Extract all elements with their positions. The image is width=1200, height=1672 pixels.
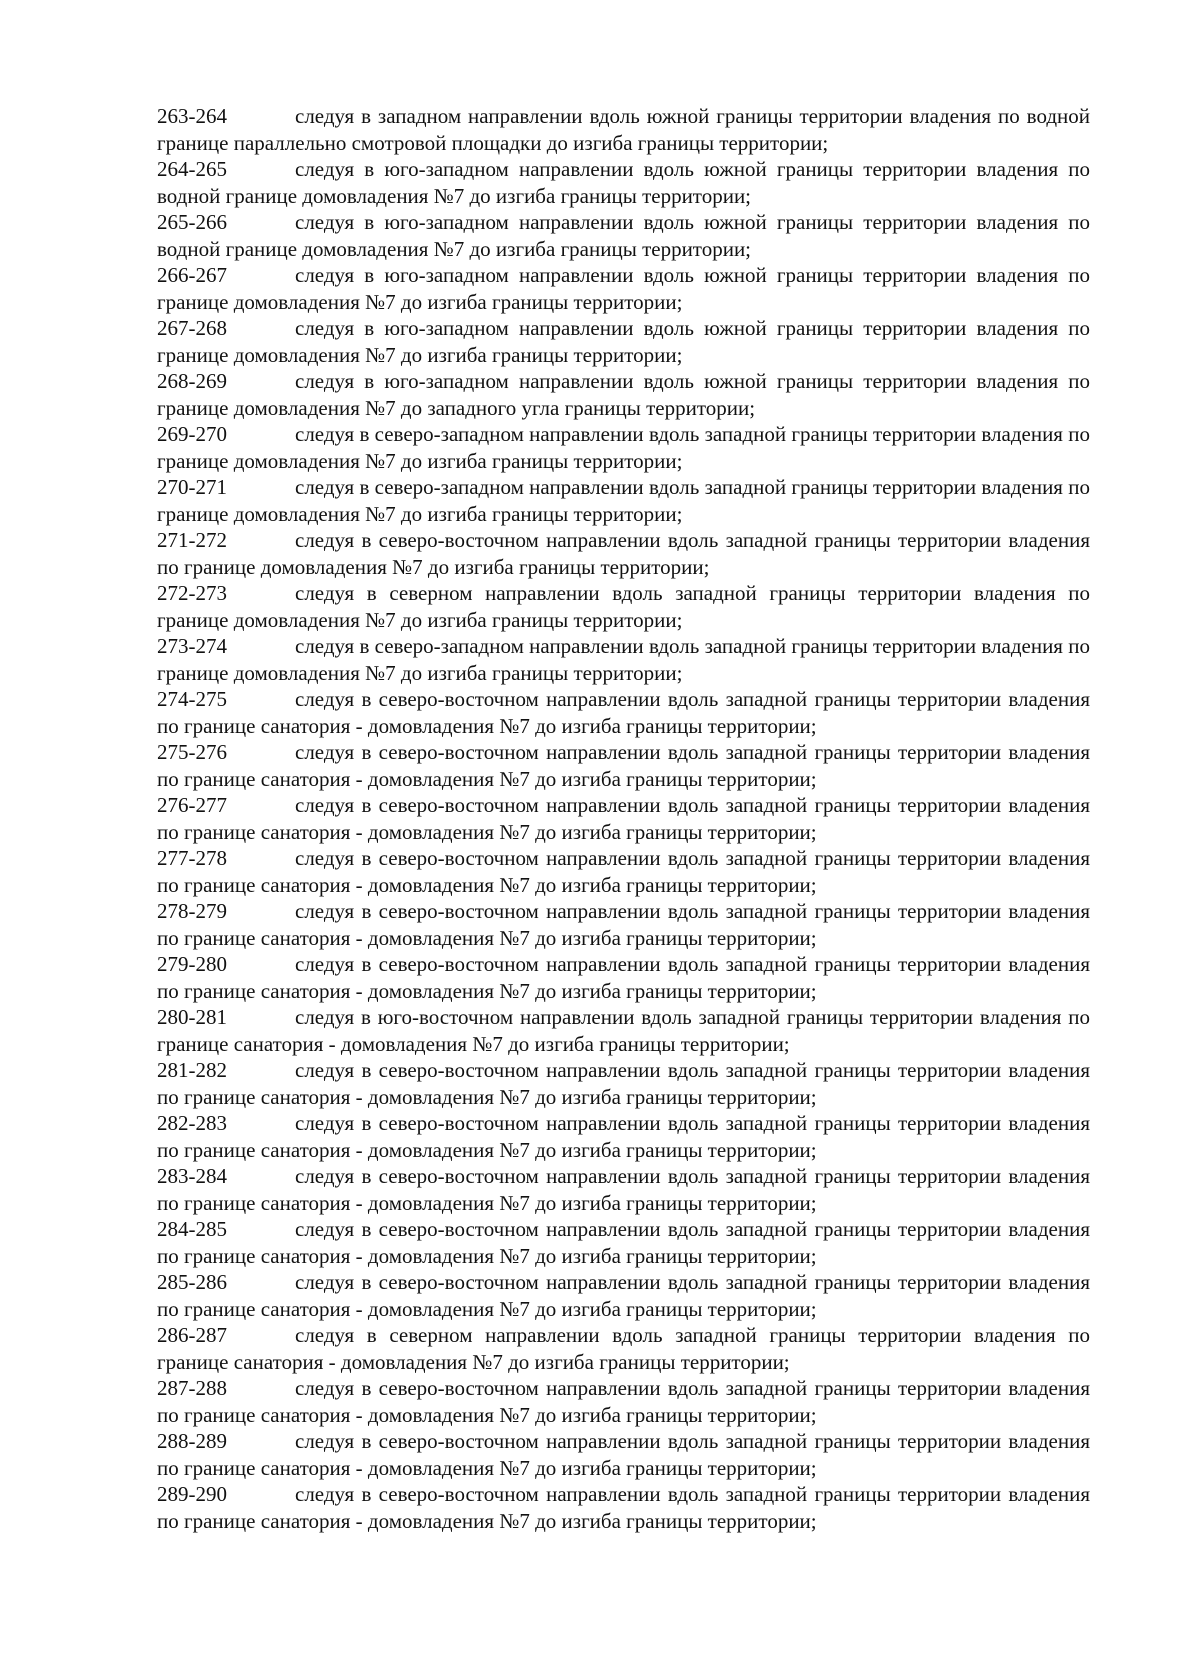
boundary-segment-entry — [157, 686, 1090, 739]
segment-description: следуя в юго-западном направлении вдоль южной границы территории владения по водной границе домовладения №7 до изгиба границы территории; — [157, 210, 1090, 261]
segment-code: 285-286 — [157, 1270, 227, 1294]
segment-code: 281-282 — [157, 1058, 227, 1082]
segment-code: 289-290 — [157, 1482, 227, 1506]
segment-code: 267-268 — [157, 316, 227, 340]
segment-code: 284-285 — [157, 1217, 227, 1241]
segment-description: следуя в северо-западном направлении вдоль западной границы территории владения по границе домовладения №7 до изгиба границы территории; — [157, 422, 1090, 473]
segment-description: следуя в северо-восточном направлении вдоль западной границы территории владения по границе санатория - домовладения №7 до изгиба границы территории; — [157, 687, 1090, 738]
segment-description: следуя в северном направлении вдоль западной границы территории владения по границе домовладения №7 до изгиба границы территории; — [157, 581, 1090, 632]
segment-description: следуя в юго-западном направлении вдоль южной границы территории владения по водной границе домовладения №7 до изгиба границы территории; — [157, 157, 1090, 208]
boundary-segment-entry — [157, 1110, 1090, 1163]
segment-code: 271-272 — [157, 528, 227, 552]
boundary-segment-entry — [157, 1216, 1090, 1269]
boundary-segment-entry — [157, 845, 1090, 898]
segment-code: 270-271 — [157, 475, 227, 499]
boundary-segment-entry — [157, 1004, 1090, 1057]
segment-code: 288-289 — [157, 1429, 227, 1453]
segment-code: 263-264 — [157, 104, 227, 128]
boundary-segment-entry — [157, 421, 1090, 474]
boundary-segment-entry — [157, 1375, 1090, 1428]
segment-code: 282-283 — [157, 1111, 227, 1135]
boundary-segment-entry — [157, 474, 1090, 527]
segment-description: следуя в северо-восточном направлении вдоль западной границы территории владения по границе санатория - домовладения №7 до изгиба границы территории; — [157, 1429, 1090, 1480]
segment-description: следуя в юго-западном направлении вдоль южной границы территории владения по границе домовладения №7 до изгиба границы территории; — [157, 263, 1090, 314]
boundary-segment-entry — [157, 527, 1090, 580]
segment-description: следуя в северо-восточном направлении вдоль западной границы территории владения по границе санатория - домовладения №7 до изгиба границы территории; — [157, 899, 1090, 950]
segment-code: 275-276 — [157, 740, 227, 764]
segment-description: следуя в северо-восточном направлении вдоль западной границы территории владения по границе санатория - домовладения №7 до изгиба границы территории; — [157, 1217, 1090, 1268]
boundary-segment-entry — [157, 209, 1090, 262]
segment-description: следуя в северо-восточном направлении вдоль западной границы территории владения по границе санатория - домовладения №7 до изгиба границы территории; — [157, 1482, 1090, 1533]
segment-description: следуя в юго-восточном направлении вдоль западной границы территории владения по границе санатория - домовладения №7 до изгиба границы территории; — [157, 1005, 1090, 1056]
segment-code: 287-288 — [157, 1376, 227, 1400]
segment-description: следуя в северо-восточном направлении вдоль западной границы территории владения по границе санатория - домовладения №7 до изгиба границы территории; — [157, 1270, 1090, 1321]
segment-description: следуя в северном направлении вдоль западной границы территории владения по границе санатория - домовладения №7 до изгиба границы территории; — [157, 1323, 1090, 1374]
segment-description: следуя в северо-восточном направлении вдоль западной границы территории владения по границе домовладения №7 до изгиба границы территории; — [157, 528, 1090, 579]
segment-code: 280-281 — [157, 1005, 227, 1029]
boundary-segment-entry — [157, 315, 1090, 368]
segment-description: следуя в северо-восточном направлении вдоль западной границы территории владения по границе санатория - домовладения №7 до изгиба границы территории; — [157, 1164, 1090, 1215]
boundary-segment-entry — [157, 1269, 1090, 1322]
segment-code: 277-278 — [157, 846, 227, 870]
segment-description: следуя в северо-восточном направлении вдоль западной границы территории владения по границе санатория - домовладения №7 до изгиба границы территории; — [157, 793, 1090, 844]
segment-code: 265-266 — [157, 210, 227, 234]
segment-description: следуя в северо-восточном направлении вдоль западной границы территории владения по границе санатория - домовладения №7 до изгиба границы территории; — [157, 740, 1090, 791]
segment-description: следуя в северо-восточном направлении вдоль западной границы территории владения по границе санатория - домовладения №7 до изгиба границы территории; — [157, 846, 1090, 897]
segment-description: следуя в юго-западном направлении вдоль южной границы территории владения по границе домовладения №7 до западного угла границы территории; — [157, 369, 1090, 420]
segment-code: 279-280 — [157, 952, 227, 976]
segment-description: следуя в западном направлении вдоль южной границы территории владения по водной границе параллельно смотровой площадки до изгиба границы территории; — [157, 104, 1090, 155]
boundary-segment-entry — [157, 1322, 1090, 1375]
boundary-segment-entry — [157, 739, 1090, 792]
boundary-segment-entry — [157, 898, 1090, 951]
boundary-segment-entry — [157, 633, 1090, 686]
segment-code: 274-275 — [157, 687, 227, 711]
boundary-segment-entry — [157, 103, 1090, 156]
boundary-segment-entry — [157, 951, 1090, 1004]
segment-description: следуя в северо-восточном направлении вдоль западной границы территории владения по границе санатория - домовладения №7 до изгиба границы территории; — [157, 1058, 1090, 1109]
segment-code: 286-287 — [157, 1323, 227, 1347]
segment-description: следуя в северо-восточном направлении вдоль западной границы территории владения по границе санатория - домовладения №7 до изгиба границы территории; — [157, 1111, 1090, 1162]
segment-description: следуя в юго-западном направлении вдоль южной границы территории владения по границе домовладения №7 до изгиба границы территории; — [157, 316, 1090, 367]
boundary-segment-entry — [157, 1057, 1090, 1110]
boundary-segment-entry — [157, 1428, 1090, 1481]
boundary-segment-entry — [157, 368, 1090, 421]
segment-description: следуя в северо-западном направлении вдоль западной границы территории владения по границе домовладения №7 до изгиба границы территории; — [157, 634, 1090, 685]
segment-description: следуя в северо-западном направлении вдоль западной границы территории владения по границе домовладения №7 до изгиба границы территории; — [157, 475, 1090, 526]
boundary-segment-entry — [157, 580, 1090, 633]
segment-code: 283-284 — [157, 1164, 227, 1188]
segment-code: 278-279 — [157, 899, 227, 923]
boundary-segment-entry — [157, 262, 1090, 315]
segment-description: следуя в северо-восточном направлении вдоль западной границы территории владения по границе санатория - домовладения №7 до изгиба границы территории; — [157, 952, 1090, 1003]
segment-code: 266-267 — [157, 263, 227, 287]
boundary-description-list — [157, 103, 1090, 1534]
segment-code: 272-273 — [157, 581, 227, 605]
segment-code: 276-277 — [157, 793, 227, 817]
segment-code: 273-274 — [157, 634, 227, 658]
boundary-segment-entry — [157, 1163, 1090, 1216]
boundary-segment-entry — [157, 792, 1090, 845]
segment-code: 264-265 — [157, 157, 227, 181]
boundary-segment-entry — [157, 156, 1090, 209]
boundary-segment-entry — [157, 1481, 1090, 1534]
segment-code: 269-270 — [157, 422, 227, 446]
segment-code: 268-269 — [157, 369, 227, 393]
segment-description: следуя в северо-восточном направлении вдоль западной границы территории владения по границе санатория - домовладения №7 до изгиба границы территории; — [157, 1376, 1090, 1427]
